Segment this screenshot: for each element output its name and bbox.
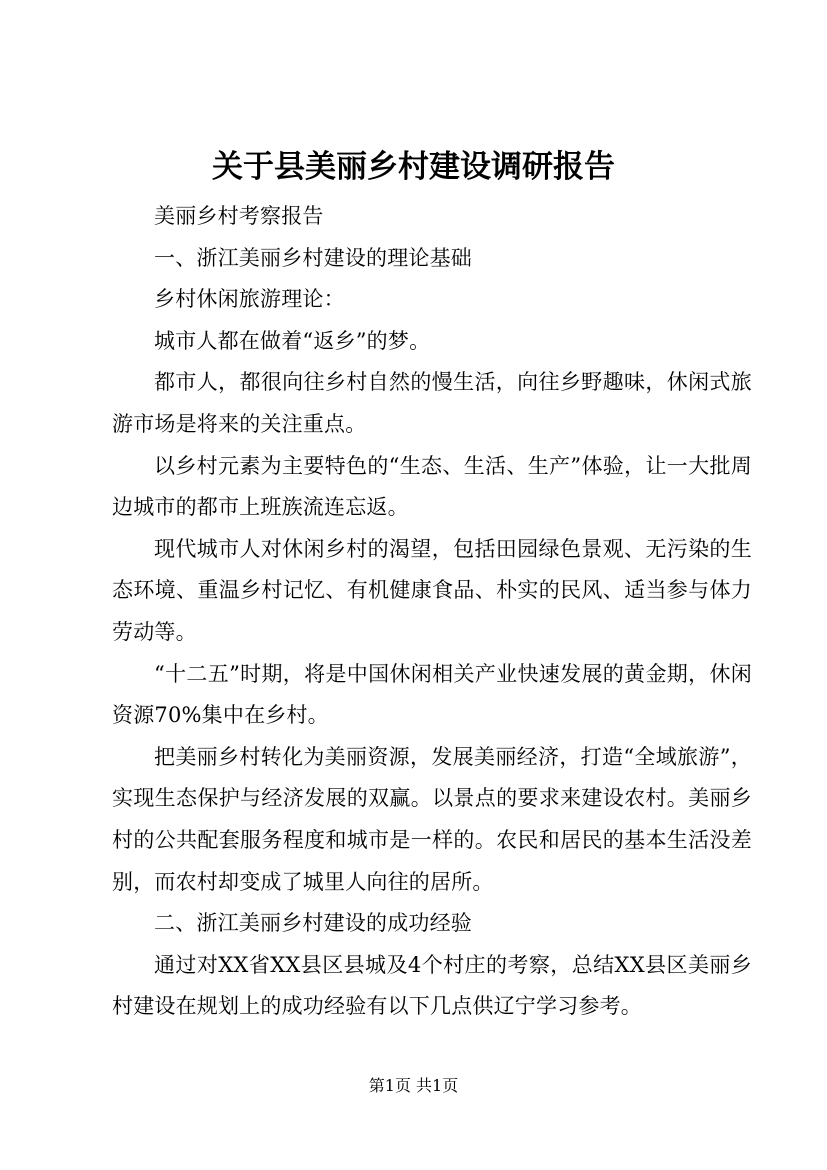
paragraph: 美丽乡村考察报告 <box>154 204 324 228</box>
section-heading: 二、浙江美丽乡村建设的成功经验 <box>154 911 472 936</box>
paragraph: 乡村休闲旅游理论： <box>154 287 345 312</box>
section-heading: 一、浙江美丽乡村建设的理论基础 <box>154 245 472 270</box>
paragraph: 以乡村元素为主要特色的“生态、生活、生产”体验，让一大批周边城市的都市上班族流连忘返。 <box>112 453 752 520</box>
paragraph: 都市人，都很向往乡村自然的慢生活，向往乡野趣味，休闲式旅游市场是将来的关注重点。 <box>112 370 752 436</box>
paragraph: 通过对XX省XX县区县城及4个村庄的考察，总结XX县区美丽乡村建设在规划上的成功经验有以下几点供辽宁学习参考。 <box>112 952 752 1019</box>
paragraph: 把美丽乡村转化为美丽资源，发展美丽经济，打造“全域旅游”，实现生态保护与经济发展的双赢。以景点的要求来建设农村。美丽乡村的公共配套服务程度和城市是一样的。农民和居民的基本生活没差别，而农村却变成了城里人向往的居所。 <box>112 744 752 894</box>
document-body <box>112 196 752 1028</box>
paragraph: 城市人都在做着“返乡”的梦。 <box>154 328 431 353</box>
page-footer: 第1页 共1页 <box>368 1076 459 1095</box>
document-title: 关于县美丽乡村建设调研报告 <box>212 149 615 185</box>
paragraph: 现代城市人对休闲乡村的渴望，包括田园绿色景观、无污染的生态环境、重温乡村记忆、有机健康食品、朴实的民风、适当参与体力劳动等。 <box>112 536 752 644</box>
paragraph: “十二五”时期，将是中国休闲相关产业快速发展的黄金期，休闲资源70%集中在乡村。 <box>112 661 752 728</box>
